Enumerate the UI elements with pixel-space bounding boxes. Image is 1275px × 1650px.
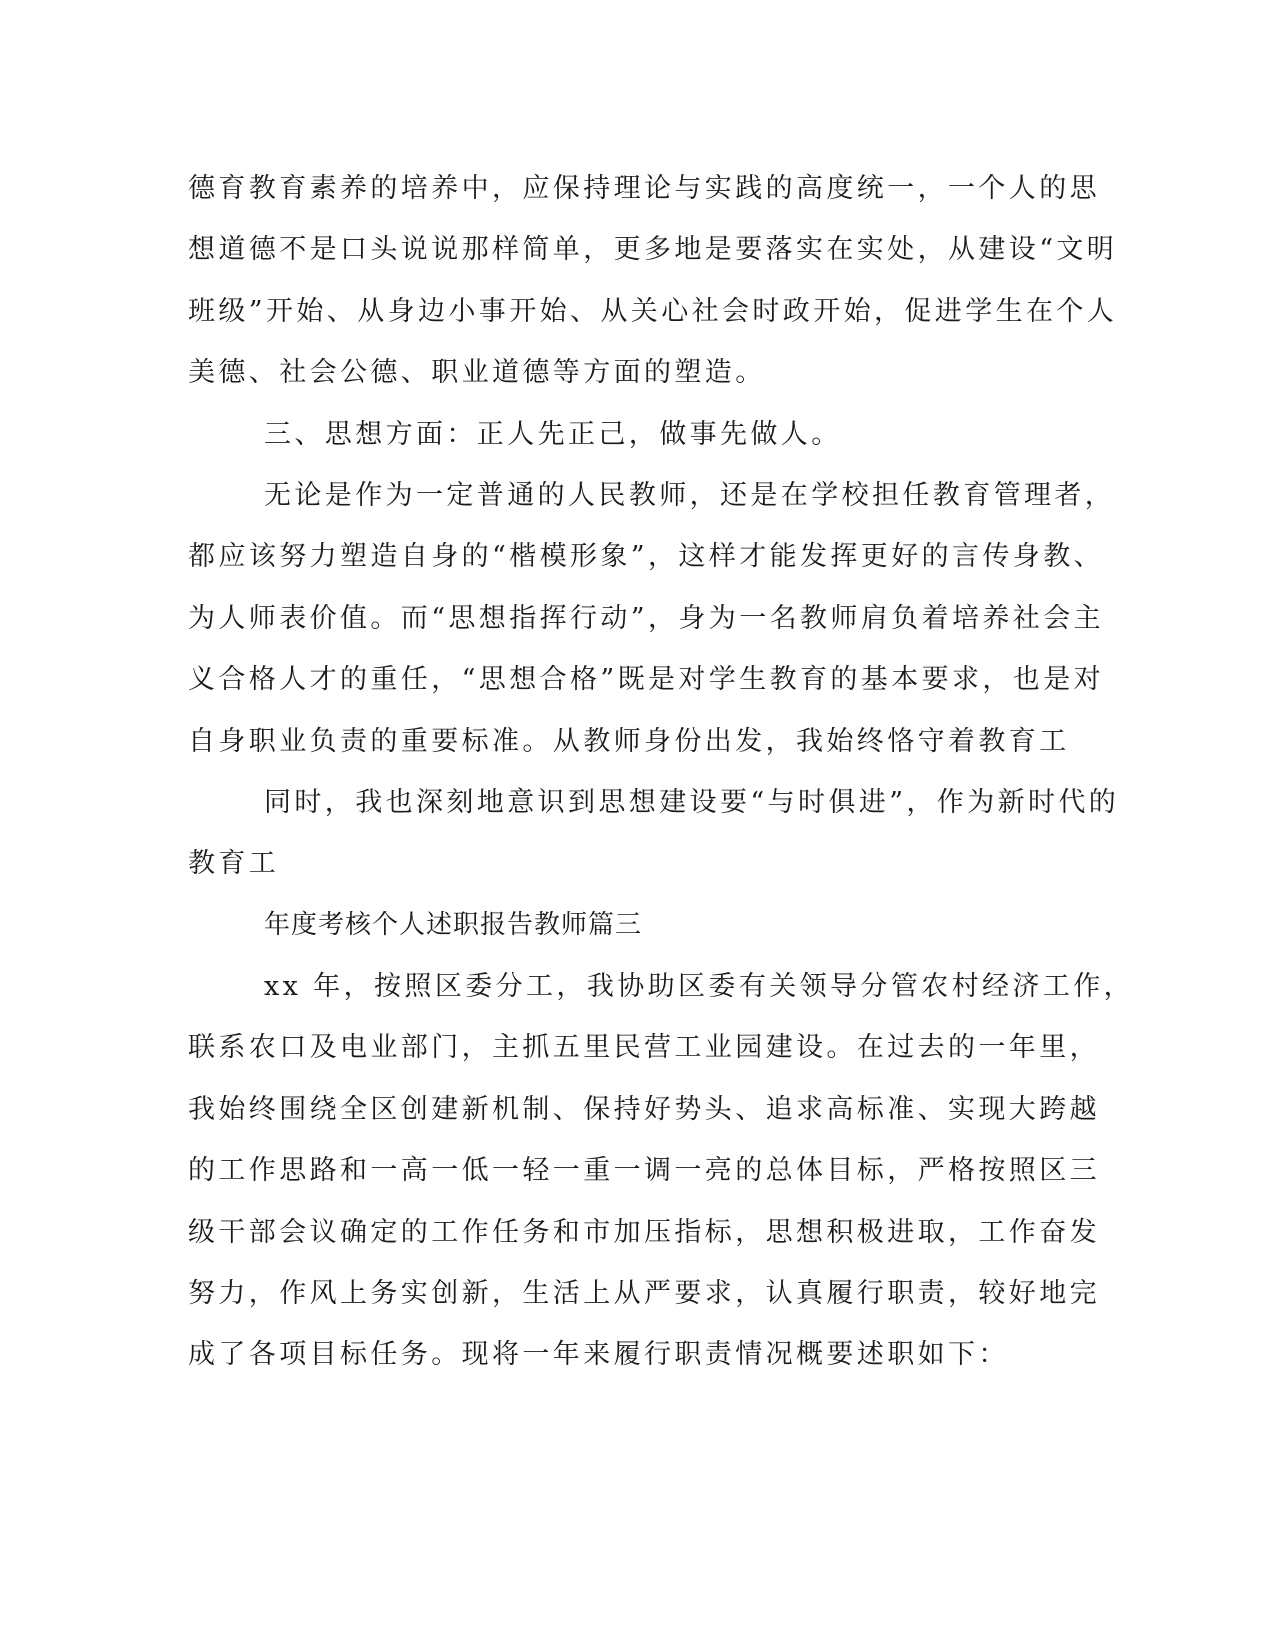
text-line: xx 年，按照区委分工，我协助区委有关领导分管农村经济工作， [264, 971, 1135, 1003]
text-line: 同时，我也深刻地意识到思想建设要“与时俱进”，作为新时代的 [264, 786, 1120, 818]
text-line: 成了各项目标任务。现将一年来履行职责情况概要述职如下： [188, 1339, 1009, 1371]
text-line: 自身职业负责的重要标准。从教师身份出发，我始终恪守着教育工 [188, 725, 1070, 757]
text-line: 都应该努力塑造自身的“楷模形象”，这样才能发挥更好的言传身教、 [188, 541, 1105, 573]
text-line: 无论是作为一定普通的人民教师，还是在学校担任教育管理者， [264, 479, 1116, 511]
section-heading: 三、思想方面：正人先正己，做事先做人。 [264, 418, 842, 450]
document-body [188, 158, 1135, 1386]
text-line: 班级”开始、从身边小事开始、从关心社会时政开始，促进学生在个人 [188, 295, 1118, 327]
text-line: 我始终围绕全区创建新机制、保持好势头、追求高标准、实现大跨越 [188, 1093, 1100, 1125]
article-title: 年度考核个人述职报告教师篇三 [264, 909, 643, 940]
text-line: 联系农口及电业部门，主抓五里民营工业园建设。在过去的一年里， [188, 1032, 1100, 1064]
text-line: 努力，作风上务实创新，生活上从严要求，认真履行职责，较好地完 [188, 1278, 1100, 1310]
text-line: 美德、社会公德、职业道德等方面的塑造。 [188, 357, 766, 389]
text-line: 教育工 [188, 848, 280, 880]
text-line: 义合格人才的重任，“思想合格”既是对学生教育的基本要求，也是对 [188, 664, 1105, 696]
text-line: 为人师表价值。而“思想指挥行动”，身为一名教师肩负着培养社会主 [188, 602, 1105, 634]
text-line: 想道德不是口头说说那样简单，更多地是要落实在实处，从建设“文明 [188, 234, 1118, 266]
text-line: 的工作思路和一高一低一轻一重一调一亮的总体目标，严格按照区三 [188, 1155, 1100, 1187]
text-line: 德育教育素养的培养中，应保持理论与实践的高度统一，一个人的思 [188, 173, 1100, 204]
text-line: 级干部会议确定的工作任务和市加压指标，思想积极进取，工作奋发 [188, 1216, 1100, 1248]
